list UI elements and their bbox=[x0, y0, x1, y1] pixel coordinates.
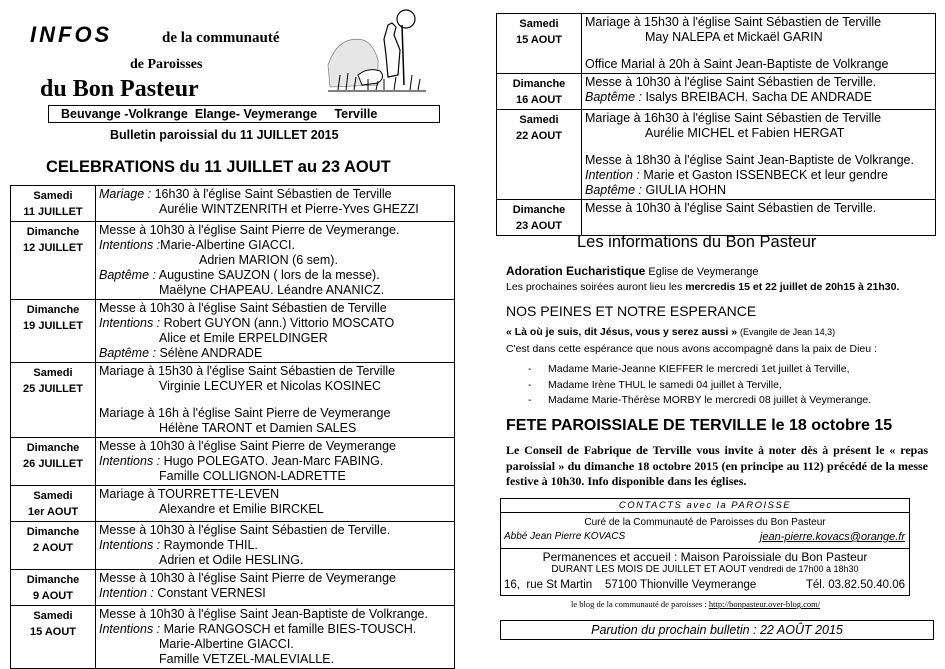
day-date: 26 JUILLET bbox=[23, 458, 83, 470]
adoration bbox=[506, 264, 759, 278]
event-text: Hélène TARONT et Damien SALES bbox=[159, 421, 357, 435]
adoration-text-bold: mercredis 15 et 22 juillet de 20h15 à 21h30. bbox=[685, 281, 900, 293]
event-text: Messe à 18h30 à l'église Saint Jean-Baptiste de Volkrange. bbox=[585, 153, 914, 167]
event-line bbox=[585, 30, 932, 45]
shepherd-logo bbox=[318, 5, 428, 100]
event-line bbox=[585, 126, 932, 141]
event-text: Messe à 10h30 à l'église Saint Jean-Baptiste de Volkrange. bbox=[99, 607, 428, 621]
day-name: Dimanche bbox=[26, 574, 80, 586]
fete-text: Le Conseil de Fabrique de Terville vous invite à noter dès à présent le « repas paroissial » du dimanche 18 octobre 2015 (en principe au 112) précédé de la messe festive à 10h30. Info disponible dans les églises. bbox=[506, 443, 928, 488]
event-text: 16h30 à l'église Saint Sébastien de Terville bbox=[151, 187, 392, 201]
event-text: Alice et Emile ERPELDINGER bbox=[159, 331, 328, 345]
event-line bbox=[99, 364, 451, 379]
event-text: Aurélie MICHEL et Fabien HERGAT bbox=[645, 126, 845, 140]
event-cell bbox=[96, 186, 455, 222]
day-name: Samedi bbox=[33, 490, 73, 502]
event-cell bbox=[96, 606, 455, 669]
event-text: Isalys BREIBACH. Sacha DE ANDRADE bbox=[641, 90, 872, 104]
day-cell bbox=[11, 570, 96, 606]
sun-icon bbox=[397, 10, 415, 28]
event-text: GIULIA HOHN bbox=[641, 183, 727, 197]
villages-bar: Beuvange -Volkrange Elange- Veymerange Terville bbox=[48, 105, 440, 123]
day-date: 16 AOUT bbox=[515, 94, 563, 106]
event-line bbox=[99, 268, 451, 283]
celebration-row bbox=[11, 363, 455, 438]
event-line bbox=[99, 469, 451, 484]
death-item bbox=[528, 393, 871, 409]
day-name: Samedi bbox=[33, 367, 73, 379]
event-line bbox=[585, 90, 932, 105]
horaires-line bbox=[501, 564, 909, 575]
event-label: Intentions : bbox=[99, 622, 161, 636]
event-line bbox=[99, 406, 451, 421]
event-text: Messe à 10h30 à l'église Saint Sébastien de Terville. bbox=[585, 201, 877, 215]
event-label: Baptême : bbox=[99, 346, 156, 360]
day-date: 2 AOUT bbox=[33, 542, 73, 554]
day-cell bbox=[497, 14, 582, 74]
event-label: Baptême : bbox=[99, 268, 156, 282]
event-line bbox=[99, 379, 451, 394]
celebrations-table-right bbox=[496, 13, 936, 236]
email-link[interactable]: jean-pierre.kovacs@orange.fr bbox=[759, 531, 905, 543]
event-line bbox=[585, 201, 932, 216]
quote-text: « Là où je suis, dit Jésus, vous y serez aussi » bbox=[506, 326, 741, 338]
day-name: Dimanche bbox=[512, 78, 566, 90]
blog-link[interactable]: http://bonpasteur.over-blog.com/ bbox=[708, 599, 821, 609]
event-text: Augustine SAUZON ( lors de la messe). bbox=[155, 268, 380, 282]
celebration-row bbox=[11, 522, 455, 570]
header-line3: du Bon Pasteur bbox=[40, 76, 199, 102]
contacts-title: CONTACTS avec la PAROISSE bbox=[501, 499, 909, 513]
event-line bbox=[99, 454, 451, 469]
celebration-row bbox=[497, 74, 936, 110]
quote-line bbox=[506, 326, 835, 338]
event-line bbox=[99, 394, 451, 406]
event-line bbox=[99, 571, 451, 586]
event-cell bbox=[96, 486, 455, 522]
fete-title: FETE PAROISSIALE DE TERVILLE le 18 octobre 15 bbox=[506, 417, 893, 434]
event-text: Sélène ANDRADE bbox=[155, 346, 263, 360]
event-text: Mariage à TOURRETTE-LEVEN bbox=[99, 487, 280, 501]
event-line bbox=[99, 652, 451, 667]
event-text: Messe à 10h30 à l'église Saint Pierre de Veymerange bbox=[99, 571, 397, 585]
event-text: Mariage à 15h30 à l'église Saint Sébastien de Terville bbox=[99, 364, 396, 378]
event-cell bbox=[582, 110, 936, 200]
event-line bbox=[585, 168, 932, 183]
cure-text: Curé de la Communauté de Paroisses du Bon Pasteur bbox=[584, 517, 826, 528]
celebrations-title: CELEBRATIONS du 11 JUILLET au 23 AOUT bbox=[46, 158, 391, 176]
infos-title: INFOS bbox=[30, 22, 113, 47]
event-label: Intentions : bbox=[99, 238, 161, 252]
day-name: Samedi bbox=[33, 610, 73, 622]
event-line bbox=[99, 301, 451, 316]
day-cell bbox=[11, 438, 96, 486]
event-text: Alexandre et Emilie BIRCKEL bbox=[159, 502, 324, 516]
event-text: Mariage à 15h30 à l'église Saint Sébastien de Terville bbox=[585, 15, 882, 29]
event-line bbox=[99, 637, 451, 652]
event-line bbox=[99, 607, 451, 622]
event-text: Raymonde THIL. bbox=[160, 538, 258, 552]
dash-bullet: - bbox=[528, 378, 532, 391]
event-text: Aurélie WINTZENRITH et Pierre-Yves GHEZZI bbox=[159, 202, 419, 216]
day-cell bbox=[497, 74, 582, 110]
bulletin-date: Bulletin paroissial du 11 JUILLET 2015 bbox=[110, 128, 339, 142]
day-name: Dimanche bbox=[26, 226, 80, 238]
durant-text: DURANT LES MOIS DE JUILLET ET AOUT bbox=[551, 564, 747, 575]
event-line bbox=[585, 141, 932, 153]
event-text: Maëlyne CHAPEAU. Léandre ANANICZ. bbox=[159, 283, 385, 297]
event-line bbox=[99, 487, 451, 502]
event-line bbox=[585, 45, 932, 57]
celebration-row bbox=[497, 200, 936, 236]
event-line bbox=[585, 57, 932, 72]
event-line bbox=[99, 523, 451, 538]
day-date: 15 AOUT bbox=[29, 626, 77, 638]
event-cell bbox=[96, 300, 455, 363]
event-line bbox=[585, 111, 932, 126]
info-title: Les informations du Bon Pasteur bbox=[577, 233, 817, 251]
event-text: Messe à 10h30 à l'église Saint Pierre de Veymerange. bbox=[99, 223, 400, 237]
death-text: Madame Marie-Thérèse MORBY le mercredi 08 juillet à Veymerange. bbox=[548, 394, 872, 406]
death-item bbox=[528, 362, 871, 378]
celebrations-table-left bbox=[10, 185, 455, 669]
day-date: 23 AOUT bbox=[515, 220, 563, 232]
day-cell bbox=[11, 486, 96, 522]
day-name: Samedi bbox=[519, 18, 559, 30]
event-text: Virginie LECUYER et Nicolas KOSINEC bbox=[159, 379, 382, 393]
day-date: 12 JUILLET bbox=[23, 242, 83, 254]
event-label: Intentions : bbox=[99, 316, 161, 330]
event-text: Hugo POLEGATO. Jean-Marc FABING. bbox=[160, 454, 384, 468]
tel-text: Tél. 03.82.50.40.06 bbox=[805, 579, 905, 591]
contacts-box bbox=[500, 498, 910, 596]
event-text: Marie-Albertine GIACCI. bbox=[160, 238, 295, 252]
event-line bbox=[99, 223, 451, 238]
event-line bbox=[99, 439, 451, 454]
death-text: Madame Marie-Jeanne KIEFFER le mercredi 1et juillet à Terville, bbox=[548, 363, 850, 375]
event-line bbox=[585, 15, 932, 30]
celebration-row bbox=[11, 186, 455, 222]
event-cell bbox=[96, 438, 455, 486]
day-date: 11 JUILLET bbox=[23, 206, 83, 218]
day-date: 9 AOUT bbox=[33, 590, 73, 602]
event-label: Intentions : bbox=[99, 538, 161, 552]
day-date: 19 JUILLET bbox=[23, 320, 83, 332]
event-text: Messe à 10h30 à l'église Saint Sébastien de Terville bbox=[99, 301, 387, 315]
day-date: 22 AOUT bbox=[515, 130, 563, 142]
event-line bbox=[585, 75, 932, 90]
event-line bbox=[99, 346, 451, 361]
event-cell bbox=[582, 14, 936, 74]
day-cell bbox=[497, 110, 582, 200]
event-text: Messe à 10h30 à l'église Saint Pierre de Veymerange bbox=[99, 439, 397, 453]
quote-ref: (Evangile de Jean 14,3) bbox=[740, 327, 836, 337]
event-text: Office Marial à 20h à Saint Jean-Baptiste de Volkrange bbox=[585, 57, 889, 71]
event-cell bbox=[96, 570, 455, 606]
parution-box: Parution du prochain bulletin : 22 AOÛT 2015 bbox=[500, 620, 934, 640]
blog-line bbox=[571, 599, 820, 609]
adoration-text bbox=[506, 281, 899, 293]
day-name: Dimanche bbox=[26, 304, 80, 316]
day-cell bbox=[11, 522, 96, 570]
day-name: Samedi bbox=[519, 114, 559, 126]
day-name: Dimanche bbox=[26, 526, 80, 538]
event-label: Mariage : bbox=[99, 187, 152, 201]
event-line bbox=[99, 283, 451, 298]
day-name: Samedi bbox=[33, 190, 73, 202]
celebration-row bbox=[497, 14, 936, 74]
day-date: 1er AOUT bbox=[27, 506, 79, 518]
day-name: Dimanche bbox=[26, 442, 80, 454]
event-text: Marie-Albertine GIACCI. bbox=[159, 637, 294, 651]
celebration-row bbox=[11, 606, 455, 669]
event-line bbox=[99, 502, 451, 517]
address-text: 16, rue St Martin 57100 Thionville Veymerange bbox=[504, 579, 757, 591]
event-cell bbox=[96, 363, 455, 438]
event-line bbox=[99, 421, 451, 436]
adoration-title: Adoration Eucharistique bbox=[506, 264, 646, 278]
event-text: Famille VETZEL-MALEVIALLE. bbox=[159, 652, 335, 666]
permanences-text: Permanences et accueil : Maison Paroissiale du Bon Pasteur bbox=[501, 548, 909, 564]
event-line bbox=[99, 622, 451, 637]
event-text: Mariage à 16h30 à l'église Saint Sébastien de Terville bbox=[585, 111, 882, 125]
day-date: 15 AOUT bbox=[515, 34, 563, 46]
event-line bbox=[99, 253, 451, 268]
abbe-name: Abbé Jean Pierre KOVACS bbox=[504, 531, 626, 542]
day-cell bbox=[11, 606, 96, 669]
event-line bbox=[99, 538, 451, 553]
event-line bbox=[99, 202, 451, 217]
celebration-row bbox=[11, 222, 455, 300]
celebration-row bbox=[11, 300, 455, 363]
day-date: 25 JUILLET bbox=[23, 383, 83, 395]
day-cell bbox=[11, 222, 96, 300]
event-cell bbox=[96, 522, 455, 570]
deaths-list bbox=[528, 362, 871, 409]
adoration-text-pre: Les prochaines soirées auront lieu les bbox=[506, 281, 686, 293]
event-text: Robert GUYON (ann.) Vittorio MOSCATO bbox=[160, 316, 395, 330]
event-cell bbox=[96, 222, 455, 300]
day-cell bbox=[11, 363, 96, 438]
event-label: Baptême : bbox=[585, 183, 642, 197]
celebration-row bbox=[497, 110, 936, 200]
day-cell bbox=[497, 200, 582, 236]
event-line bbox=[99, 238, 451, 253]
event-label: Intentions : bbox=[99, 454, 161, 468]
event-line bbox=[585, 153, 932, 168]
event-label: Baptême : bbox=[585, 90, 642, 104]
event-line bbox=[99, 187, 451, 202]
celebration-row bbox=[11, 486, 455, 522]
death-item bbox=[528, 378, 871, 394]
event-cell bbox=[582, 200, 936, 236]
event-text: Adrien MARION (6 sem). bbox=[199, 253, 338, 267]
event-text: Marie et Gaston ISSENBECK et leur gendre bbox=[639, 168, 888, 182]
day-cell bbox=[11, 186, 96, 222]
dash-bullet: - bbox=[528, 363, 532, 375]
event-text: Adrien et Odile HESLING. bbox=[159, 553, 304, 567]
peines-title: NOS PEINES ET NOTRE ESPERANCE bbox=[506, 303, 757, 319]
blog-label: le blog de la communauté de paroisses : bbox=[571, 599, 709, 609]
day-cell bbox=[11, 300, 96, 363]
event-cell bbox=[582, 74, 936, 110]
event-label: Intention : bbox=[585, 168, 640, 182]
event-text: Messe à 10h30 à l'église Saint Sébastien de Terville. bbox=[99, 523, 391, 537]
celebration-row bbox=[11, 570, 455, 606]
day-name: Dimanche bbox=[512, 204, 566, 216]
event-text: Messe à 10h30 à l'église Saint Sébastien de Terville. bbox=[585, 75, 877, 89]
celebration-row bbox=[11, 438, 455, 486]
event-text: Mariage à 16h à l'église Saint Pierre de Veymerange bbox=[99, 406, 391, 420]
horaires-text: vendredi de 17h00 à 18h30 bbox=[746, 564, 859, 574]
header-line1: de la communauté bbox=[162, 30, 280, 46]
dash-bullet: - bbox=[528, 394, 532, 406]
event-text: Marie RANGOSCH et famille BIES-TOUSCH. bbox=[160, 622, 417, 636]
event-line bbox=[99, 316, 451, 331]
death-text: Madame Irène THUL le samedi 04 juillet à Terville, bbox=[548, 378, 782, 391]
event-label: Intention : bbox=[99, 586, 154, 600]
event-text: Constant VERNESI bbox=[153, 586, 266, 600]
event-line bbox=[99, 586, 451, 601]
event-line bbox=[99, 553, 451, 568]
header-line2: de Paroisses bbox=[130, 57, 203, 72]
esperance-text: C'est dans cette espérance que nous avons accompagné dans la paix de Dieu : bbox=[506, 343, 877, 355]
event-text: Famille COLLIGNON-LADRETTE bbox=[159, 469, 346, 483]
event-line bbox=[99, 331, 451, 346]
event-text: May NALEPA et Mickaël GARIN bbox=[645, 30, 823, 44]
adoration-place: Eglise de Veymerange bbox=[645, 266, 759, 278]
event-line bbox=[585, 183, 932, 198]
